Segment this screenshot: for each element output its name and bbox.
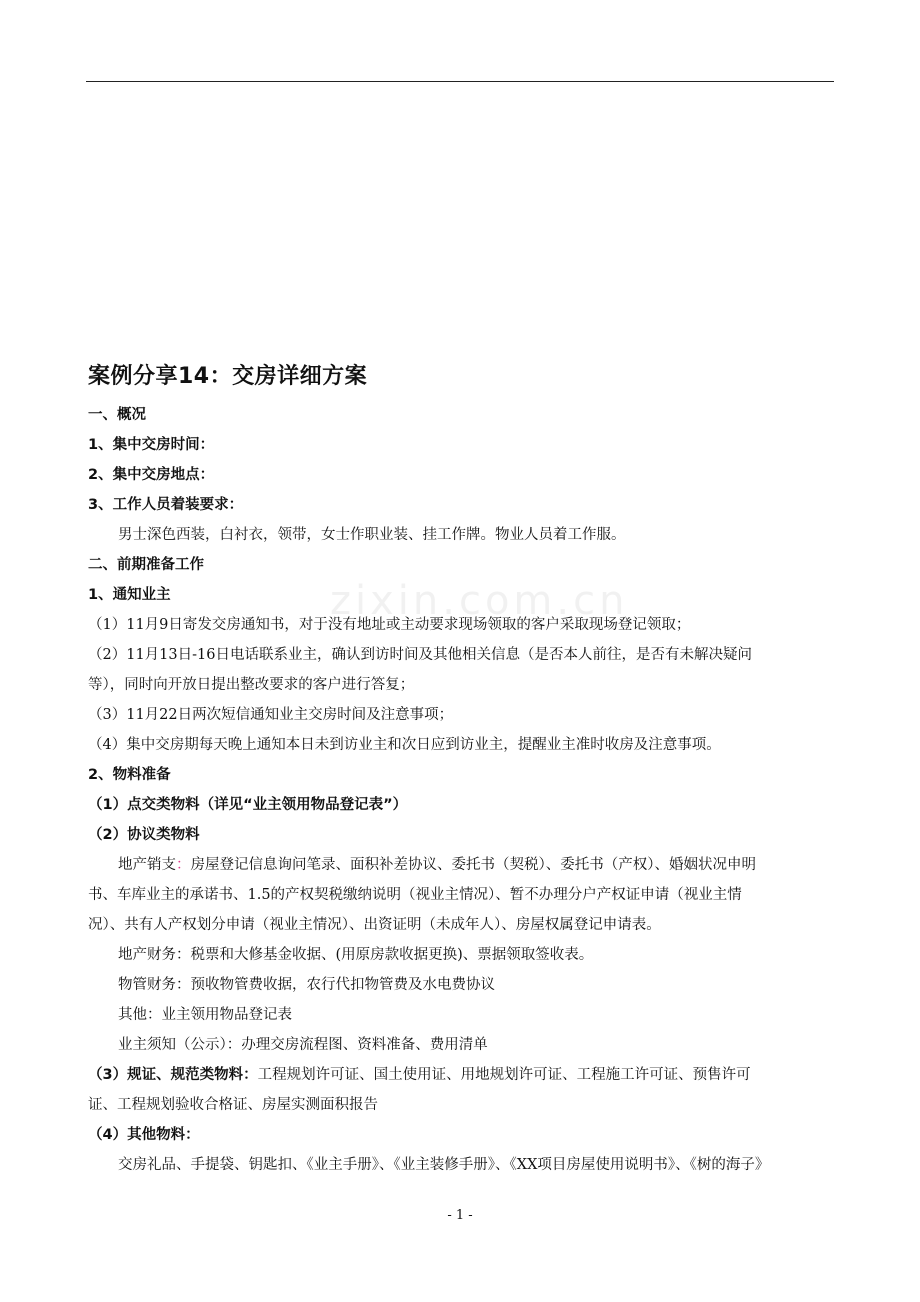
- permits-line-2: 证、工程规划验收合格证、房屋实测面积报告: [88, 1097, 378, 1113]
- finance-materials: 地产财务：税票和大修基金收据、(用原房款收据更换)、票据领取签收表。: [118, 947, 594, 963]
- materials-other: （4）其他物料：: [88, 1127, 200, 1143]
- sales-materials-line-2: 书、车库业主的承诺书、1.5的产权契税缴纳说明（视业主情况）、暂不办理分户产权证申请（视业主情: [88, 887, 742, 903]
- other-materials: 其他：业主领用物品登记表: [118, 1007, 292, 1023]
- item-handover-time: 1、集中交房时间：: [88, 437, 215, 453]
- notify-step-3: （3）11月22日两次短信通知业主交房时间及注意事项；: [88, 707, 454, 723]
- sales-materials-text: ：房屋登记信息询问笔录、面积补差协议、委托书（契税）、委托书（产权）、婚姻状况申明: [176, 857, 756, 873]
- sales-label: 地产销支: [118, 857, 176, 873]
- notify-step-4: （4）集中交房期每天晚上通知本日未到访业主和次日应到访业主，提醒业主准时收房及注意事项。: [88, 737, 721, 753]
- section-heading-overview: 一、概况: [88, 407, 146, 423]
- header-rule: [86, 81, 834, 82]
- sales-colon: ：: [176, 857, 191, 873]
- property-finance-materials: 物管财务：预收物管费收据，农行代扣物管费及水电费协议: [118, 977, 495, 993]
- materials-handover-items: （1）点交类物料（详见“业主领用物品登记表”）: [88, 797, 408, 813]
- owner-notice: 业主须知（公示）：办理交房流程图、资料准备、费用清单: [118, 1037, 488, 1053]
- dress-requirements-text: 男士深色西装，白衬衣，领带，女士作职业装、挂工作牌。物业人员着工作服。: [118, 527, 626, 543]
- subheading-materials: 2、物料准备: [88, 767, 171, 783]
- sales-materials-line-1: [88, 850, 836, 880]
- notify-step-2: （2）11月13日-16日电话联系业主，确认到访时间及其他相关信息（是否本人前往，是否有未解决疑问: [88, 647, 752, 663]
- notify-step-1: （1）11月9日寄发交房通知书，对于没有地址或主动要求现场领取的客户采取现场登记领取；: [88, 617, 691, 633]
- permits-label: （3）规证、规范类物料：: [88, 1067, 258, 1083]
- watermark-text: zixin.com.cn: [330, 578, 629, 624]
- section-heading-preparation: 二、前期准备工作: [88, 557, 204, 573]
- document-title: 案例分享14：交房详细方案: [88, 364, 368, 389]
- item-handover-location: 2、集中交房地点：: [88, 467, 215, 483]
- item-dress-requirements: 3、工作人员着装要求：: [88, 497, 244, 513]
- subheading-notify-owners: 1、通知业主: [88, 587, 171, 603]
- page-number: - 1 -: [447, 1208, 473, 1223]
- sales-materials-line-3: 况）、共有人产权划分申请（视业主情况）、出资证明（未成年人）、房屋权属登记申请表。: [88, 917, 661, 933]
- notify-step-2-cont: 等），同时向开放日提出整改要求的客户进行答复；: [88, 677, 415, 693]
- document-body: [88, 362, 836, 1180]
- permits-text: 工程规划许可证、国土使用证、用地规划许可证、工程施工许可证、预售许可: [257, 1067, 751, 1083]
- permits-line-1: [88, 1060, 836, 1090]
- materials-agreements: （2）协议类物料: [88, 827, 200, 843]
- other-items-list: 交房礼品、手提袋、钥匙扣、《业主手册》、《业主装修手册》、《XX项目房屋使用说明书》、《树的海子》: [118, 1157, 770, 1173]
